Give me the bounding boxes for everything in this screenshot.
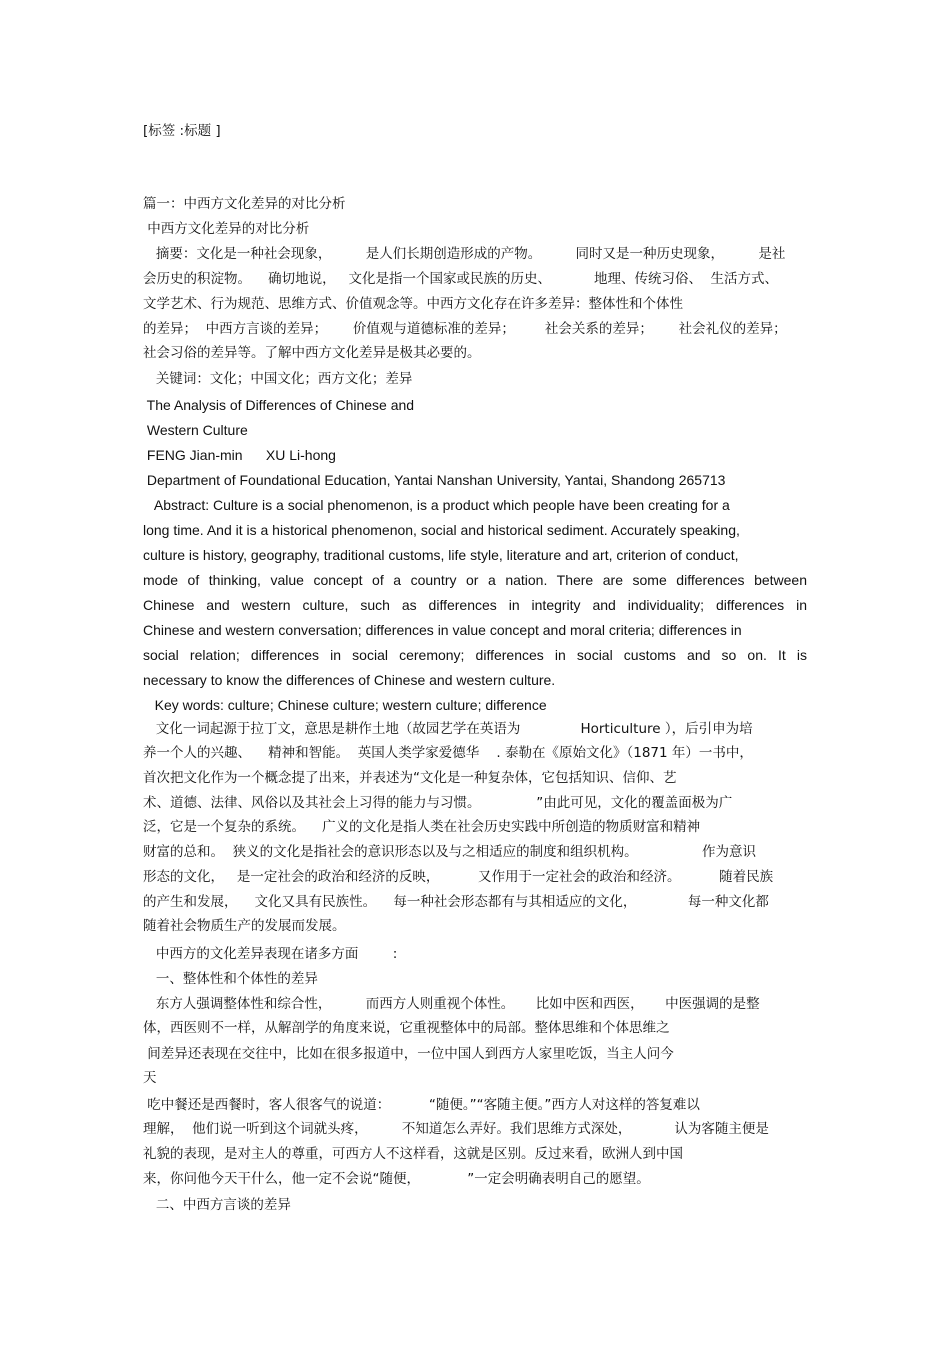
abstract-cn-line: 文学艺术、行为规范、思维方式、价值观念等。中西方文化存在许多差异：整体性和个体性: [143, 296, 683, 312]
heading-integrity-individuality: 一、整体性和个体性的差异: [143, 971, 318, 987]
abstract-en-line: long time. And it is a historical phenomenon, social and historical sediment. Accurately speaking,: [143, 522, 740, 538]
section-1-line: 间差异还表现在交往中，比如在很多报道中，一位中国人到西方人家里吃饭，当主人问今: [143, 1046, 674, 1062]
abstract-cn-line: 的差异； 中西方言谈的差异； 价值观与道德标准的差异； 社会关系的差异； 社会礼仪的差异；: [143, 321, 787, 337]
tag-line: [标签 :标题 ]: [143, 123, 221, 139]
abstract-cn-line: 社会习俗的差异等。了解中西方文化差异是极其必要的。: [143, 345, 481, 361]
abstract-en-line: social relation; differences in social ceremony; differences in social customs and so on. It is: [143, 647, 807, 663]
section-1-line: 天: [143, 1070, 157, 1086]
title-en-line: The Analysis of Differences of Chinese and: [143, 397, 415, 413]
abstract-cn-line: 会历史的积淀物。 确切地说， 文化是指一个国家或民族的历史、 地理、传统习俗、 生活方式、: [143, 271, 779, 287]
title-en-line: Western Culture: [143, 422, 248, 438]
keywords-en: Key words: culture; Chinese culture; western culture; difference: [143, 697, 547, 713]
diff-intro: 中西方的文化差异表现在诸多方面 :: [143, 946, 398, 962]
abstract-cn-line: 摘要：文化是一种社会现象， 是人们长期创造形成的产物。 同时又是一种历史现象， 是社: [143, 246, 786, 262]
section-1-line: 东方人强调整体性和综合性， 而西方人则重视个体性。 比如中医和西医， 中医强调的是整: [143, 996, 760, 1012]
abstract-en-line: Abstract: Culture is a social phenomenon, is a product which people have been creating for a: [143, 497, 730, 513]
section-1-line: 来，你问他今天干什么，他一定不会说“随便， ”一定会明确表明自己的愿望。: [143, 1171, 650, 1187]
abstract-en-line: Chinese and western conversation; differences in value concept and moral criteria; differences in: [143, 622, 742, 638]
intro-line: 首次把文化作为一个概念提了出来，并表述为“文化是一种复杂体，它包括知识、信仰、艺: [143, 770, 677, 786]
section-1-line: 礼貌的表现，是对主人的尊重，可西方人不这样看，这就是区别。反过来看，欧洲人到中国: [143, 1146, 683, 1162]
article-title: 中西方文化差异的对比分析: [143, 221, 310, 237]
intro-line: 随着社会物质生产的发展而发展。: [143, 918, 346, 934]
section-1-line: 理解， 他们说一听到这个词就头疼， 不知道怎么弄好。我们思维方式深处， 认为客随主便是: [143, 1121, 769, 1137]
heading-conversation: 二、中西方言谈的差异: [143, 1197, 291, 1213]
keywords-cn: 关键词：文化；中国文化；西方文化；差异: [143, 371, 413, 387]
abstract-en-line: necessary to know the differences of Chinese and western culture.: [143, 672, 556, 688]
intro-line: 文化一词起源于拉丁文，意思是耕作土地（故园艺学在英语为 Horticulture ），后引申为培: [143, 721, 753, 737]
intro-line: 形态的文化， 是一定社会的政治和经济的反映， 又作用于一定社会的政治和经济。 随着民族: [143, 869, 774, 885]
intro-line: 泛，它是一个复杂的系统。 广义的文化是指人类在社会历史实践中所创造的物质财富和精神: [143, 819, 701, 835]
section-heading: 篇一：中西方文化差异的对比分析: [143, 196, 346, 212]
intro-line: 的产生和发展， 文化又具有民族性。 每一种社会形态都有与其相适应的文化， 每一种文化都: [143, 894, 769, 910]
abstract-en-line: culture is history, geography, traditional customs, life style, literature and art, criterion of conduct,: [143, 547, 739, 563]
abstract-en-line: Chinese and western culture, such as differences in integrity and individuality; differences in: [143, 597, 807, 613]
intro-line: 术、道德、法律、风俗以及其社会上习得的能力与习惯。 ”由此可见，文化的覆盖面极为广: [143, 795, 733, 811]
intro-line: 养一个人的兴趣、 精神和智能。 英国人类学家爱德华 . 泰勒在《原始文化》（1871 年）一书中，: [143, 745, 753, 761]
section-1-line: 吃中餐还是西餐时，客人很客气的说道： “随便。”“客随主便。”西方人对这样的答复难以: [143, 1097, 700, 1113]
section-1-line: 体，西医则不一样，从解剖学的角度来说，它重视整体中的局部。整体思维和个体思维之: [143, 1020, 670, 1036]
affiliation-en: Department of Foundational Education, Yantai Nanshan University, Yantai, Shandong 265713: [143, 472, 726, 488]
intro-line: 财富的总和。 狭义的文化是指社会的意识形态以及与之相适应的制度和组织机构。 作为意识: [143, 844, 756, 860]
abstract-en-line: mode of thinking, value concept of a country or a nation. There are some differences between: [143, 572, 807, 588]
authors-en: FENG Jian-min XU Li-hong: [143, 447, 336, 463]
